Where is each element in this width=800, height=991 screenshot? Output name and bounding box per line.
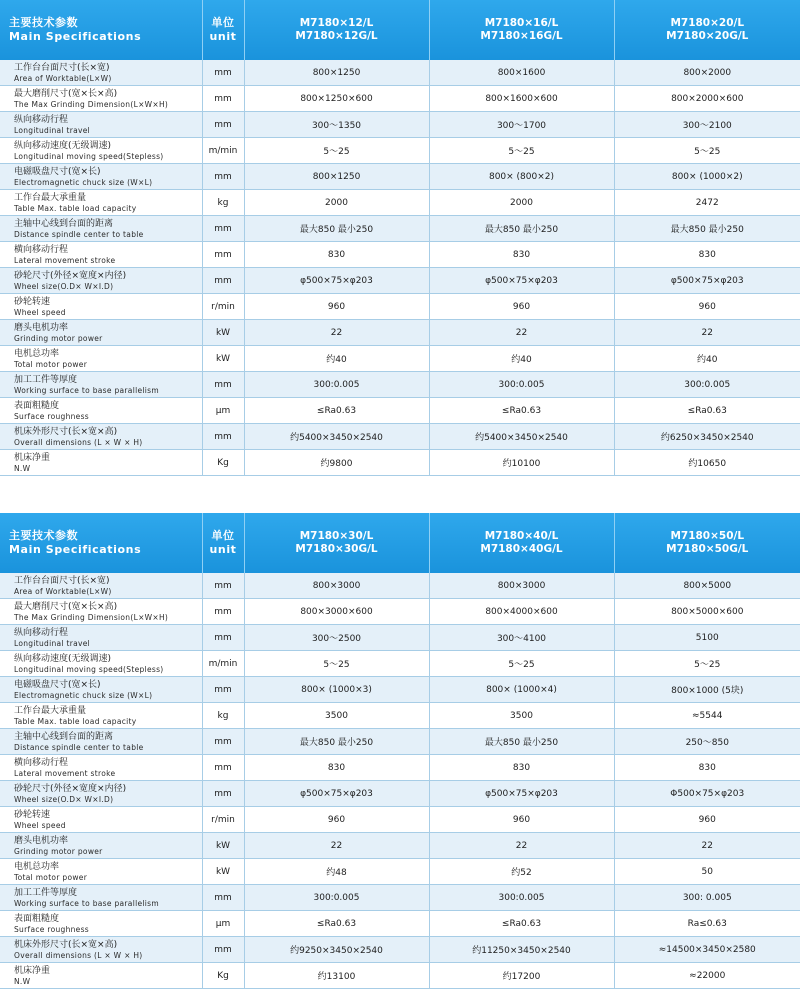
- value-cell: 最大850 最小250: [429, 729, 614, 755]
- param-label-cell: [0, 320, 202, 346]
- unit-cell: μm: [202, 911, 244, 937]
- value-cell: ≤Ra0.63: [244, 911, 429, 937]
- value-cell: 300:0.005: [429, 885, 614, 911]
- param-name-cn: 纵向移动行程: [14, 627, 69, 638]
- param-name-cn: 砂轮尺寸(外径×宽度×内径): [14, 270, 127, 281]
- value-cell: 约9800: [244, 450, 429, 476]
- value-cell: 800×1000 (5块): [614, 677, 800, 703]
- value-cell: 800×5000×600: [614, 599, 800, 625]
- model-name: M7180×16/L: [484, 17, 559, 29]
- value-cell: ≤Ra0.63: [429, 911, 614, 937]
- unit-cell: μm: [202, 398, 244, 424]
- unit-cell: mm: [202, 755, 244, 781]
- value-cell: 约10100: [429, 450, 614, 476]
- value-cell: Φ500×75×φ203: [614, 781, 800, 807]
- model-name: M7180×50/L: [670, 530, 745, 542]
- table-row: [0, 885, 800, 911]
- param-label-cell: [0, 216, 202, 242]
- unit-cell: mm: [202, 242, 244, 268]
- value-cell: φ500×75×φ203: [429, 781, 614, 807]
- model-name: M7180×30/L: [299, 530, 374, 542]
- header-model-2: [429, 0, 614, 60]
- value-cell: 300～1700: [429, 112, 614, 138]
- param-name-en: Working surface to base parallelism: [14, 898, 159, 908]
- value-cell: 50: [614, 859, 800, 885]
- table-row: [0, 703, 800, 729]
- param-label-cell: [0, 703, 202, 729]
- value-cell: 830: [614, 242, 800, 268]
- value-cell: 830: [614, 755, 800, 781]
- param-name-cn: 电磁吸盘尺寸(宽×长): [14, 679, 101, 690]
- param-label-cell: [0, 963, 202, 989]
- value-cell: 3500: [244, 703, 429, 729]
- unit-cell: Kg: [202, 963, 244, 989]
- header-model-3: [614, 513, 800, 573]
- unit-cell: mm: [202, 599, 244, 625]
- param-label-cell: [0, 859, 202, 885]
- value-cell: φ500×75×φ203: [429, 268, 614, 294]
- model-name-g: M7180×50G/L: [666, 543, 749, 555]
- param-name-en: Surface roughness: [14, 924, 90, 934]
- param-name-cn: 纵向移动速度(无级调速): [14, 140, 112, 151]
- header-unit-cell: [202, 513, 244, 573]
- spec-table-body: [0, 60, 800, 476]
- unit-cell: m/min: [202, 138, 244, 164]
- param-label-cell: [0, 625, 202, 651]
- param-name-en: Wheel size(O.D× W×I.D): [14, 281, 114, 291]
- param-name-cn: 砂轮转速: [14, 809, 51, 820]
- model-name-g: M7180×20G/L: [666, 30, 749, 42]
- param-label-cell: [0, 807, 202, 833]
- unit-cell: kg: [202, 190, 244, 216]
- param-label-cell: [0, 677, 202, 703]
- value-cell: 300:0.005: [244, 885, 429, 911]
- model-name: M7180×20/L: [670, 17, 745, 29]
- param-name-en: Longitudinal travel: [14, 125, 91, 135]
- value-cell: 约13100: [244, 963, 429, 989]
- value-cell: 300:0.005: [244, 372, 429, 398]
- unit-cell: mm: [202, 625, 244, 651]
- value-cell: 约6250×3450×2540: [614, 424, 800, 450]
- value-cell: 800× (1000×4): [429, 677, 614, 703]
- unit-cell: mm: [202, 424, 244, 450]
- value-cell: 约48: [244, 859, 429, 885]
- value-cell: 最大850 最小250: [244, 729, 429, 755]
- table-row: [0, 833, 800, 859]
- table-header-row: [0, 0, 800, 60]
- param-name-cn: 纵向移动速度(无级调速): [14, 653, 112, 664]
- unit-cell: r/min: [202, 294, 244, 320]
- value-cell: 2000: [244, 190, 429, 216]
- param-name-cn: 工作台台面尺寸(长×宽): [14, 62, 110, 73]
- value-cell: ≤Ra0.63: [244, 398, 429, 424]
- param-label-cell: [0, 86, 202, 112]
- value-cell: 5～25: [614, 651, 800, 677]
- param-name-en: Overall dimensions (L × W × H): [14, 950, 143, 960]
- value-cell: 约9250×3450×2540: [244, 937, 429, 963]
- param-label-cell: [0, 424, 202, 450]
- table-row: [0, 398, 800, 424]
- param-name-cn: 磨头电机功率: [14, 835, 69, 846]
- table-row: [0, 242, 800, 268]
- param-label-cell: [0, 755, 202, 781]
- value-cell: 300:0.005: [614, 372, 800, 398]
- spec-table-2: [0, 513, 800, 989]
- param-name-en: Grinding motor power: [14, 846, 103, 856]
- value-cell: 300～4100: [429, 625, 614, 651]
- param-label-cell: [0, 599, 202, 625]
- param-name-cn: 最大磨削尺寸(宽×长×高): [14, 601, 118, 612]
- table-row: [0, 859, 800, 885]
- unit-cell: kW: [202, 833, 244, 859]
- param-label-cell: [0, 346, 202, 372]
- param-name-cn: 横向移动行程: [14, 757, 69, 768]
- param-name-en: Distance spindle center to table: [14, 742, 144, 752]
- value-cell: 约52: [429, 859, 614, 885]
- value-cell: 5～25: [429, 138, 614, 164]
- param-name-cn: 电磁吸盘尺寸(宽×长): [14, 166, 101, 177]
- value-cell: 22: [244, 320, 429, 346]
- param-name-en: Longitudinal moving speed(Stepless): [14, 151, 164, 161]
- param-label-cell: [0, 729, 202, 755]
- param-name-en: Total motor power: [14, 872, 88, 882]
- value-cell: ≈14500×3450×2580: [614, 937, 800, 963]
- table-row: [0, 164, 800, 190]
- model-name-g: M7180×30G/L: [295, 543, 378, 555]
- value-cell: 830: [244, 755, 429, 781]
- param-label-cell: [0, 242, 202, 268]
- value-cell: 2472: [614, 190, 800, 216]
- value-cell: 约17200: [429, 963, 614, 989]
- param-label-cell: [0, 294, 202, 320]
- value-cell: ≤Ra0.63: [614, 398, 800, 424]
- header-unit-cn: 单位: [211, 529, 235, 542]
- param-name-en: Area of Worktable(L×W): [14, 73, 112, 83]
- param-name-en: Distance spindle center to table: [14, 229, 144, 239]
- value-cell: 3500: [429, 703, 614, 729]
- param-label-cell: [0, 450, 202, 476]
- header-unit-en: unit: [209, 30, 237, 43]
- value-cell: 300: 0.005: [614, 885, 800, 911]
- value-cell: 约5400×3450×2540: [429, 424, 614, 450]
- spec-table-1: [0, 0, 800, 476]
- value-cell: 960: [429, 807, 614, 833]
- value-cell: 800×2000×600: [614, 86, 800, 112]
- value-cell: 800× (1000×3): [244, 677, 429, 703]
- unit-cell: mm: [202, 164, 244, 190]
- header-model-1: [244, 0, 429, 60]
- value-cell: 960: [614, 807, 800, 833]
- unit-cell: mm: [202, 885, 244, 911]
- header-title-cn: 主要技术参数: [9, 16, 78, 29]
- value-cell: 800×3000: [429, 573, 614, 599]
- value-cell: 5～25: [244, 651, 429, 677]
- param-name-cn: 电机总功率: [14, 348, 60, 359]
- table-row: [0, 755, 800, 781]
- value-cell: φ500×75×φ203: [244, 268, 429, 294]
- param-name-en: N.W: [14, 976, 31, 986]
- model-name-g: M7180×16G/L: [480, 30, 563, 42]
- param-label-cell: [0, 781, 202, 807]
- table-row: [0, 963, 800, 989]
- param-label-cell: [0, 112, 202, 138]
- param-name-en: Table Max. table load capacity: [14, 203, 137, 213]
- table-row: [0, 294, 800, 320]
- table-header-row: [0, 513, 800, 573]
- param-label-cell: [0, 164, 202, 190]
- unit-cell: mm: [202, 60, 244, 86]
- value-cell: 960: [429, 294, 614, 320]
- param-name-cn: 电机总功率: [14, 861, 60, 872]
- param-name-cn: 磨头电机功率: [14, 322, 69, 333]
- value-cell: 22: [429, 833, 614, 859]
- param-label-cell: [0, 937, 202, 963]
- table-row: [0, 320, 800, 346]
- param-name-en: Area of Worktable(L×W): [14, 586, 112, 596]
- model-name-g: M7180×40G/L: [480, 543, 563, 555]
- value-cell: 800× (800×2): [429, 164, 614, 190]
- param-name-cn: 最大磨削尺寸(宽×长×高): [14, 88, 118, 99]
- value-cell: 22: [614, 833, 800, 859]
- unit-cell: mm: [202, 729, 244, 755]
- unit-cell: kg: [202, 703, 244, 729]
- table-row: [0, 450, 800, 476]
- param-label-cell: [0, 190, 202, 216]
- table-row: [0, 625, 800, 651]
- unit-cell: mm: [202, 573, 244, 599]
- value-cell: 约40: [429, 346, 614, 372]
- unit-cell: mm: [202, 268, 244, 294]
- value-cell: 800×1250: [244, 60, 429, 86]
- unit-cell: mm: [202, 372, 244, 398]
- value-cell: 800×1600: [429, 60, 614, 86]
- table-row: [0, 729, 800, 755]
- value-cell: 800×3000: [244, 573, 429, 599]
- param-label-cell: [0, 398, 202, 424]
- header-unit-en: unit: [209, 543, 237, 556]
- param-name-en: Total motor power: [14, 359, 88, 369]
- value-cell: φ500×75×φ203: [614, 268, 800, 294]
- param-name-en: Working surface to base parallelism: [14, 385, 159, 395]
- param-name-cn: 表面粗糙度: [14, 913, 60, 924]
- value-cell: 22: [614, 320, 800, 346]
- value-cell: 960: [614, 294, 800, 320]
- value-cell: 最大850 最小250: [244, 216, 429, 242]
- param-name-cn: 机床外形尺寸(长×宽×高): [14, 939, 118, 950]
- param-name-cn: 砂轮转速: [14, 296, 51, 307]
- unit-cell: kW: [202, 320, 244, 346]
- unit-cell: kW: [202, 859, 244, 885]
- model-name: M7180×40/L: [484, 530, 559, 542]
- header-label-cell: [0, 0, 202, 60]
- param-label-cell: [0, 911, 202, 937]
- param-name-en: N.W: [14, 463, 31, 473]
- value-cell: 830: [244, 242, 429, 268]
- value-cell: 800×5000: [614, 573, 800, 599]
- value-cell: 2000: [429, 190, 614, 216]
- param-name-en: Longitudinal travel: [14, 638, 91, 648]
- table-row: [0, 599, 800, 625]
- table-row: [0, 60, 800, 86]
- table-row: [0, 424, 800, 450]
- value-cell: 22: [429, 320, 614, 346]
- value-cell: 22: [244, 833, 429, 859]
- table-row: [0, 346, 800, 372]
- param-name-cn: 加工工件等厚度: [14, 887, 78, 898]
- param-label-cell: [0, 573, 202, 599]
- header-unit-cn: 单位: [211, 16, 235, 29]
- unit-cell: m/min: [202, 651, 244, 677]
- table-row: [0, 937, 800, 963]
- param-name-cn: 表面粗糙度: [14, 400, 60, 411]
- param-name-en: Longitudinal moving speed(Stepless): [14, 664, 164, 674]
- header-model-3: [614, 0, 800, 60]
- header-unit-cell: [202, 0, 244, 60]
- value-cell: Ra≤0.63: [614, 911, 800, 937]
- value-cell: 800×1250×600: [244, 86, 429, 112]
- value-cell: 960: [244, 294, 429, 320]
- value-cell: 约5400×3450×2540: [244, 424, 429, 450]
- header-model-2: [429, 513, 614, 573]
- param-label-cell: [0, 372, 202, 398]
- value-cell: 约10650: [614, 450, 800, 476]
- model-name-g: M7180×12G/L: [295, 30, 378, 42]
- table-row: [0, 86, 800, 112]
- value-cell: 5～25: [614, 138, 800, 164]
- header-label-cell: [0, 513, 202, 573]
- table-row: [0, 268, 800, 294]
- param-name-cn: 机床净重: [14, 965, 51, 976]
- param-name-cn: 纵向移动行程: [14, 114, 69, 125]
- param-name-en: The Max Grinding Dimension(L×W×H): [14, 612, 169, 622]
- value-cell: 960: [244, 807, 429, 833]
- unit-cell: mm: [202, 781, 244, 807]
- spec-table-body: [0, 573, 800, 989]
- value-cell: 830: [429, 755, 614, 781]
- table-row: [0, 190, 800, 216]
- param-label-cell: [0, 885, 202, 911]
- param-name-cn: 工作台最大承重量: [14, 192, 87, 203]
- table-row: [0, 372, 800, 398]
- param-name-en: Surface roughness: [14, 411, 90, 421]
- param-name-cn: 工作台最大承重量: [14, 705, 87, 716]
- param-name-en: Wheel size(O.D× W×I.D): [14, 794, 114, 804]
- param-name-en: The Max Grinding Dimension(L×W×H): [14, 99, 169, 109]
- param-name-en: Table Max. table load capacity: [14, 716, 137, 726]
- param-name-en: Lateral movement stroke: [14, 255, 116, 265]
- value-cell: 300:0.005: [429, 372, 614, 398]
- param-name-cn: 主轴中心线到台面的距离: [14, 218, 114, 229]
- header-title-cn: 主要技术参数: [9, 529, 78, 542]
- param-name-en: Overall dimensions (L × W × H): [14, 437, 143, 447]
- value-cell: 300～1350: [244, 112, 429, 138]
- header-model-1: [244, 513, 429, 573]
- table-row: [0, 781, 800, 807]
- value-cell: 800× (1000×2): [614, 164, 800, 190]
- table-row: [0, 573, 800, 599]
- param-name-en: Electromagnetic chuck size (W×L): [14, 690, 153, 700]
- param-name-cn: 机床净重: [14, 452, 51, 463]
- param-name-cn: 砂轮尺寸(外径×宽度×内径): [14, 783, 127, 794]
- value-cell: 300～2100: [614, 112, 800, 138]
- value-cell: 约11250×3450×2540: [429, 937, 614, 963]
- param-name-en: Grinding motor power: [14, 333, 103, 343]
- value-cell: 5～25: [429, 651, 614, 677]
- header-title-en: Main Specifications: [9, 30, 142, 43]
- unit-cell: mm: [202, 216, 244, 242]
- table-row: [0, 911, 800, 937]
- value-cell: 最大850 最小250: [614, 216, 800, 242]
- value-cell: 5100: [614, 625, 800, 651]
- unit-cell: mm: [202, 937, 244, 963]
- param-name-cn: 工作台台面尺寸(长×宽): [14, 575, 110, 586]
- unit-cell: Kg: [202, 450, 244, 476]
- param-label-cell: [0, 60, 202, 86]
- value-cell: 250～850: [614, 729, 800, 755]
- value-cell: 800×3000×600: [244, 599, 429, 625]
- param-name-cn: 主轴中心线到台面的距离: [14, 731, 114, 742]
- param-name-en: Lateral movement stroke: [14, 768, 116, 778]
- table-row: [0, 138, 800, 164]
- value-cell: 800×2000: [614, 60, 800, 86]
- model-name: M7180×12/L: [299, 17, 374, 29]
- param-label-cell: [0, 138, 202, 164]
- value-cell: 800×1250: [244, 164, 429, 190]
- value-cell: φ500×75×φ203: [244, 781, 429, 807]
- value-cell: 5～25: [244, 138, 429, 164]
- value-cell: ≤Ra0.63: [429, 398, 614, 424]
- param-label-cell: [0, 651, 202, 677]
- param-label-cell: [0, 268, 202, 294]
- param-name-en: Wheel speed: [14, 307, 66, 317]
- value-cell: 800×1600×600: [429, 86, 614, 112]
- table-row: [0, 651, 800, 677]
- table-row: [0, 677, 800, 703]
- param-name-cn: 横向移动行程: [14, 244, 69, 255]
- header-title-en: Main Specifications: [9, 543, 142, 556]
- value-cell: 约40: [614, 346, 800, 372]
- table-row: [0, 112, 800, 138]
- value-cell: 800×4000×600: [429, 599, 614, 625]
- value-cell: 最大850 最小250: [429, 216, 614, 242]
- unit-cell: mm: [202, 112, 244, 138]
- value-cell: 300～2500: [244, 625, 429, 651]
- table-row: [0, 216, 800, 242]
- param-name-cn: 加工工件等厚度: [14, 374, 78, 385]
- param-name-cn: 机床外形尺寸(长×宽×高): [14, 426, 118, 437]
- param-label-cell: [0, 833, 202, 859]
- param-name-en: Electromagnetic chuck size (W×L): [14, 177, 153, 187]
- unit-cell: mm: [202, 86, 244, 112]
- param-name-en: Wheel speed: [14, 820, 66, 830]
- value-cell: ≈22000: [614, 963, 800, 989]
- value-cell: 约40: [244, 346, 429, 372]
- unit-cell: kW: [202, 346, 244, 372]
- unit-cell: mm: [202, 677, 244, 703]
- unit-cell: r/min: [202, 807, 244, 833]
- table-row: [0, 807, 800, 833]
- value-cell: 830: [429, 242, 614, 268]
- value-cell: ≈5544: [614, 703, 800, 729]
